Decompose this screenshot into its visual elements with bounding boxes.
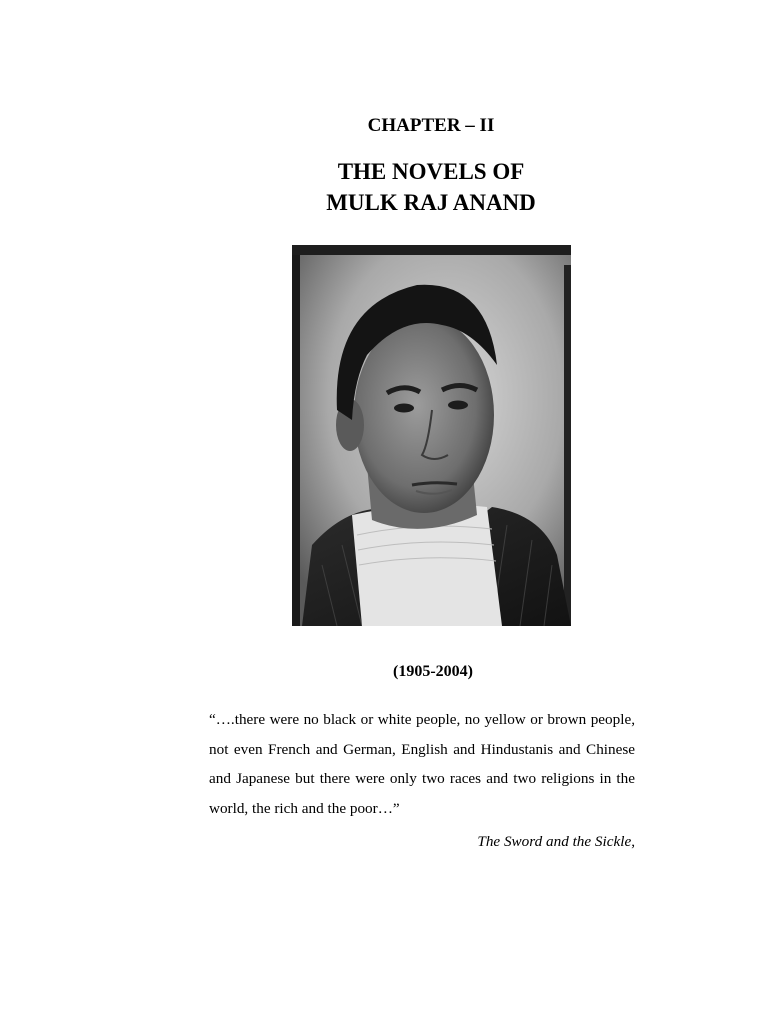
source-punctuation: , <box>631 833 635 850</box>
chapter-title <box>0 156 768 218</box>
chapter-title-line-2: MULK RAJ ANAND <box>326 190 536 215</box>
life-years: (1905-2004) <box>393 663 473 680</box>
epigraph-source <box>477 833 635 851</box>
source-title: The Sword and the Sickle <box>477 833 632 850</box>
portrait-image <box>292 245 571 626</box>
author-portrait-photo <box>292 245 571 626</box>
chapter-title-line-1: THE NOVELS OF <box>337 159 525 184</box>
chapter-heading: CHAPTER – II <box>367 115 495 136</box>
epigraph-quote: “….there were no black or white people, no yellow or brown people, not even French and German, English and Hindustanis and Chinese and Japanese but there were only two races and two religions in the world, the rich and the poor…” <box>209 711 635 817</box>
